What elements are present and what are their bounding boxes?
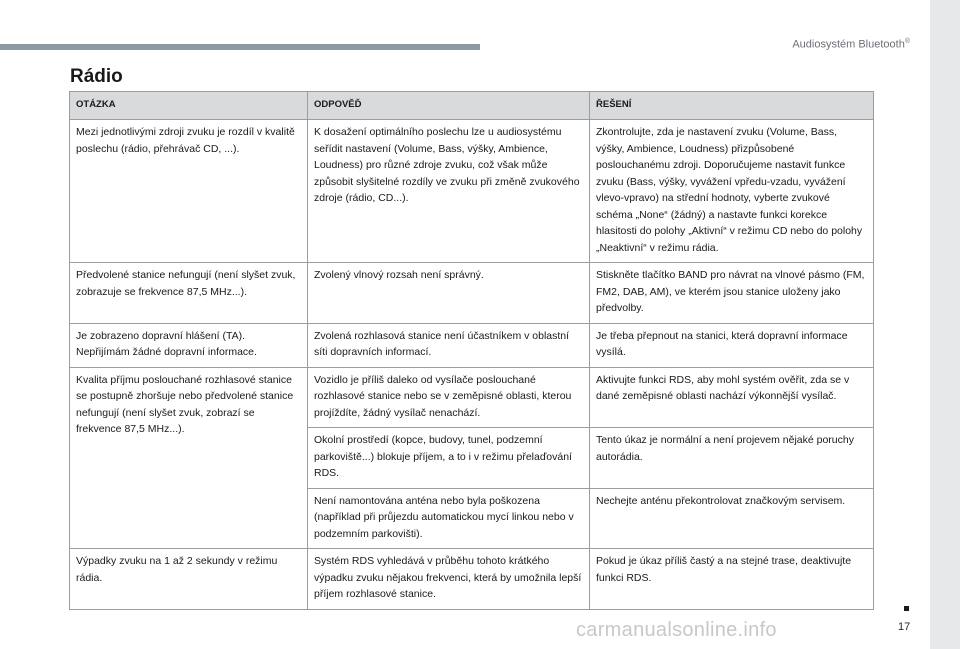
question-cell: Předvolené stanice nefungují (není slyšet zvuk, zobrazuje se frekvence 87,5 MHz...). [70,263,308,324]
question-cell: Kvalita příjmu poslouchané rozhlasové stanice se postupně zhoršuje nebo předvolené stanice nefungují (není slyšet zvuk, zobrazí se frekvence 87,5 MHz...). [70,367,308,549]
continuation-mark [904,606,909,611]
question-cell: Je zobrazeno dopravní hlášení (TA). Nepřijímám žádné dopravní informace. [70,323,308,367]
solution-cell: Aktivujte funkci RDS, aby mohl systém ověřit, zda se v dané zeměpisné oblasti nachází výkonnější vysílač. [590,367,874,428]
faq-table [69,91,874,610]
solution-cell: Stiskněte tlačítko BAND pro návrat na vlnové pásmo (FM, FM2, DAB, AM), ve kterém jsou stanice uloženy jako předvolby. [590,263,874,324]
column-header-answer: ODPOVĚĎ [308,92,590,120]
question-cell: Mezi jednotlivými zdroji zvuku je rozdíl v kvalitě poslechu (rádio, přehrávač CD, ...). [70,120,308,263]
table-row [70,367,874,428]
solution-cell: Nechejte anténu překontrolovat značkovým servisem. [590,488,874,549]
answer-cell: Není namontována anténa nebo byla poškozena (například při průjezdu automatickou mycí linkou nebo v podzemním parkovišti). [308,488,590,549]
section-header [792,38,910,51]
table-row [70,120,874,263]
page-number: 17 [898,621,911,633]
solution-cell: Je třeba přepnout na stanici, která dopravní informace vysílá. [590,323,874,367]
answer-cell: Zvolený vlnový rozsah není správný. [308,263,590,324]
column-header-question: OTÁZKA [70,92,308,120]
table-row [70,263,874,324]
right-side-strip [930,0,960,649]
watermark: carmanualsonline.info [576,619,777,641]
table-header-row [70,92,874,120]
answer-cell: K dosažení optimálního poslechu lze u audiosystému seřídit nastavení (Volume, Bass, výšky, Ambience, Loudness) pro různé zdroje zvuku, což však může způsobit slyšitelné rozdíly ve zvuku při změně zvukového zdroje (rádio, CD...). [308,120,590,263]
page-title: Rádio [70,66,123,87]
registered-mark: ® [904,38,910,45]
top-accent-bar [0,44,480,50]
header-text: Audiosystém Bluetooth [792,38,905,51]
solution-cell: Pokud je úkaz příliš častý a na stejné trase, deaktivujte funkci RDS. [590,549,874,610]
answer-cell: Vozidlo je příliš daleko od vysílače poslouchané rozhlasové stanice nebo se v zeměpisné oblasti, kterou projíždíte, žádný vysílač nenachází. [308,367,590,428]
answer-cell: Zvolená rozhlasová stanice není účastníkem v oblastní síti dopravních informací. [308,323,590,367]
solution-cell: Tento úkaz je normální a není projevem nějaké poruchy autorádia. [590,428,874,489]
column-header-solution: ŘEŠENÍ [590,92,874,120]
table-row [70,549,874,610]
table-row [70,323,874,367]
answer-cell: Okolní prostředí (kopce, budovy, tunel, podzemní parkoviště...) blokuje příjem, a to i v režimu přelaďování RDS. [308,428,590,489]
solution-cell: Zkontrolujte, zda je nastavení zvuku (Volume, Bass, výšky, Ambience, Loudness) přizpůsobené poslouchanému zdroji. Doporučujeme nastavit funkce zvuku (Bass, výšky, vyvážení vpředu-vzadu, vyvážení vlevo-vpravo) na střední hodnoty, vyberte zvukové schéma „None“ (žádný) a nastavte funkci korekce hlasitosti do polohy „Aktivní“ v režimu CD nebo do polohy „Neaktivní“ v režimu rádia. [590,120,874,263]
question-cell: Výpadky zvuku na 1 až 2 sekundy v režimu rádia. [70,549,308,610]
answer-cell: Systém RDS vyhledává v průběhu tohoto krátkého výpadku zvuku nějakou frekvenci, která by umožnila lepší příjem rozhlasové stanice. [308,549,590,610]
